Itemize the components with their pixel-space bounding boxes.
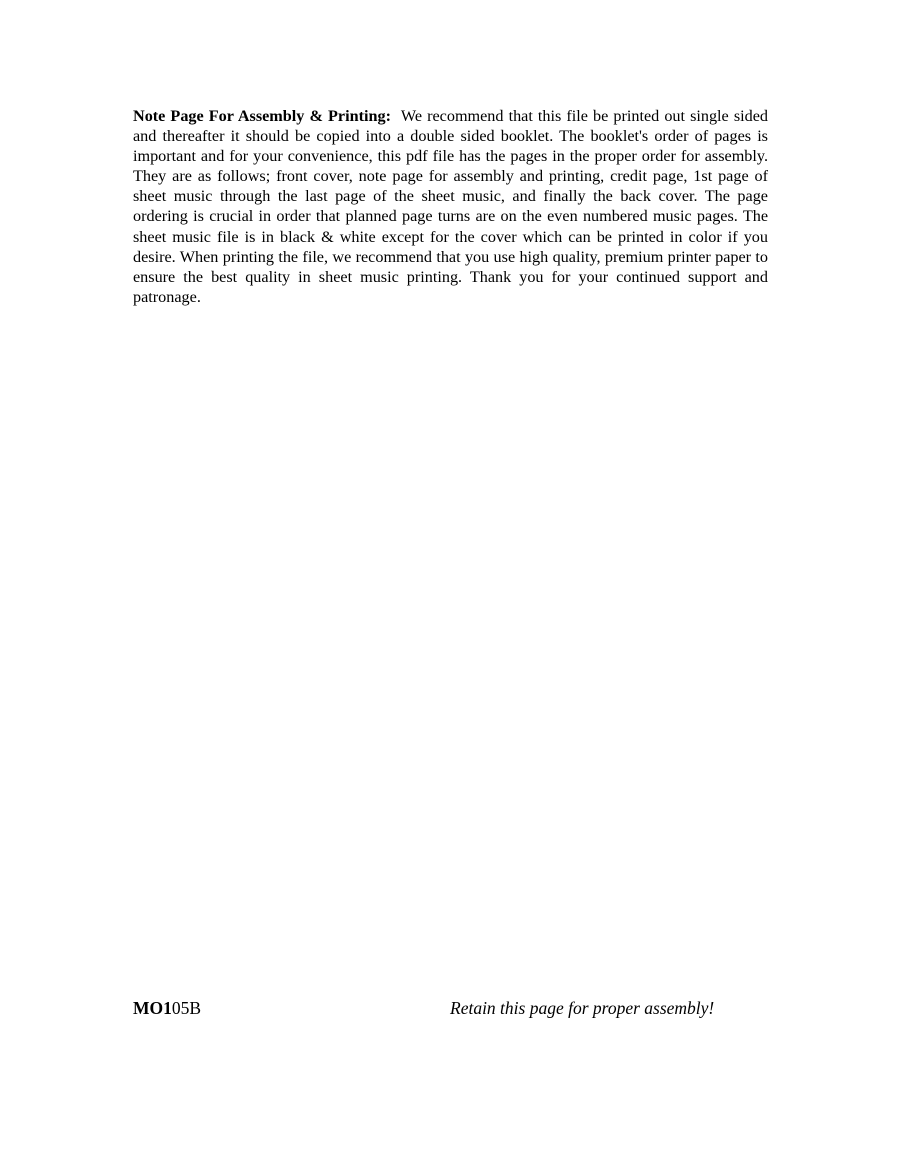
catalog-code-suffix: 05B — [171, 998, 202, 1018]
note-body: We recommend that this file be printed out single sided and thereafter it should be copied into a double sided booklet. The booklet's order of pages is important and for your convenience, this pdf file has the pages in the proper order for assembly. They are as follows; front cover, note page for assembly and printing, credit page, 1st page of sheet music through the last page of the sheet music, and finally the back cover. The page ordering is crucial in order that planned page turns are on the even numbered music pages. The sheet music file is in black & white except for the cover which can be printed in color if you desire. When printing the file, we recommend that you use high quality, premium printer paper to ensure the best quality in sheet music printing. Thank you for your continued support and patronage. — [133, 107, 768, 306]
catalog-code-prefix: MO1 — [133, 998, 172, 1018]
note-heading: Note Page For Assembly & Printing: — [133, 107, 391, 125]
retain-page-reminder: Retain this page for proper assembly! — [450, 998, 715, 1018]
assembly-note — [133, 106, 768, 307]
catalog-code — [133, 997, 201, 1019]
